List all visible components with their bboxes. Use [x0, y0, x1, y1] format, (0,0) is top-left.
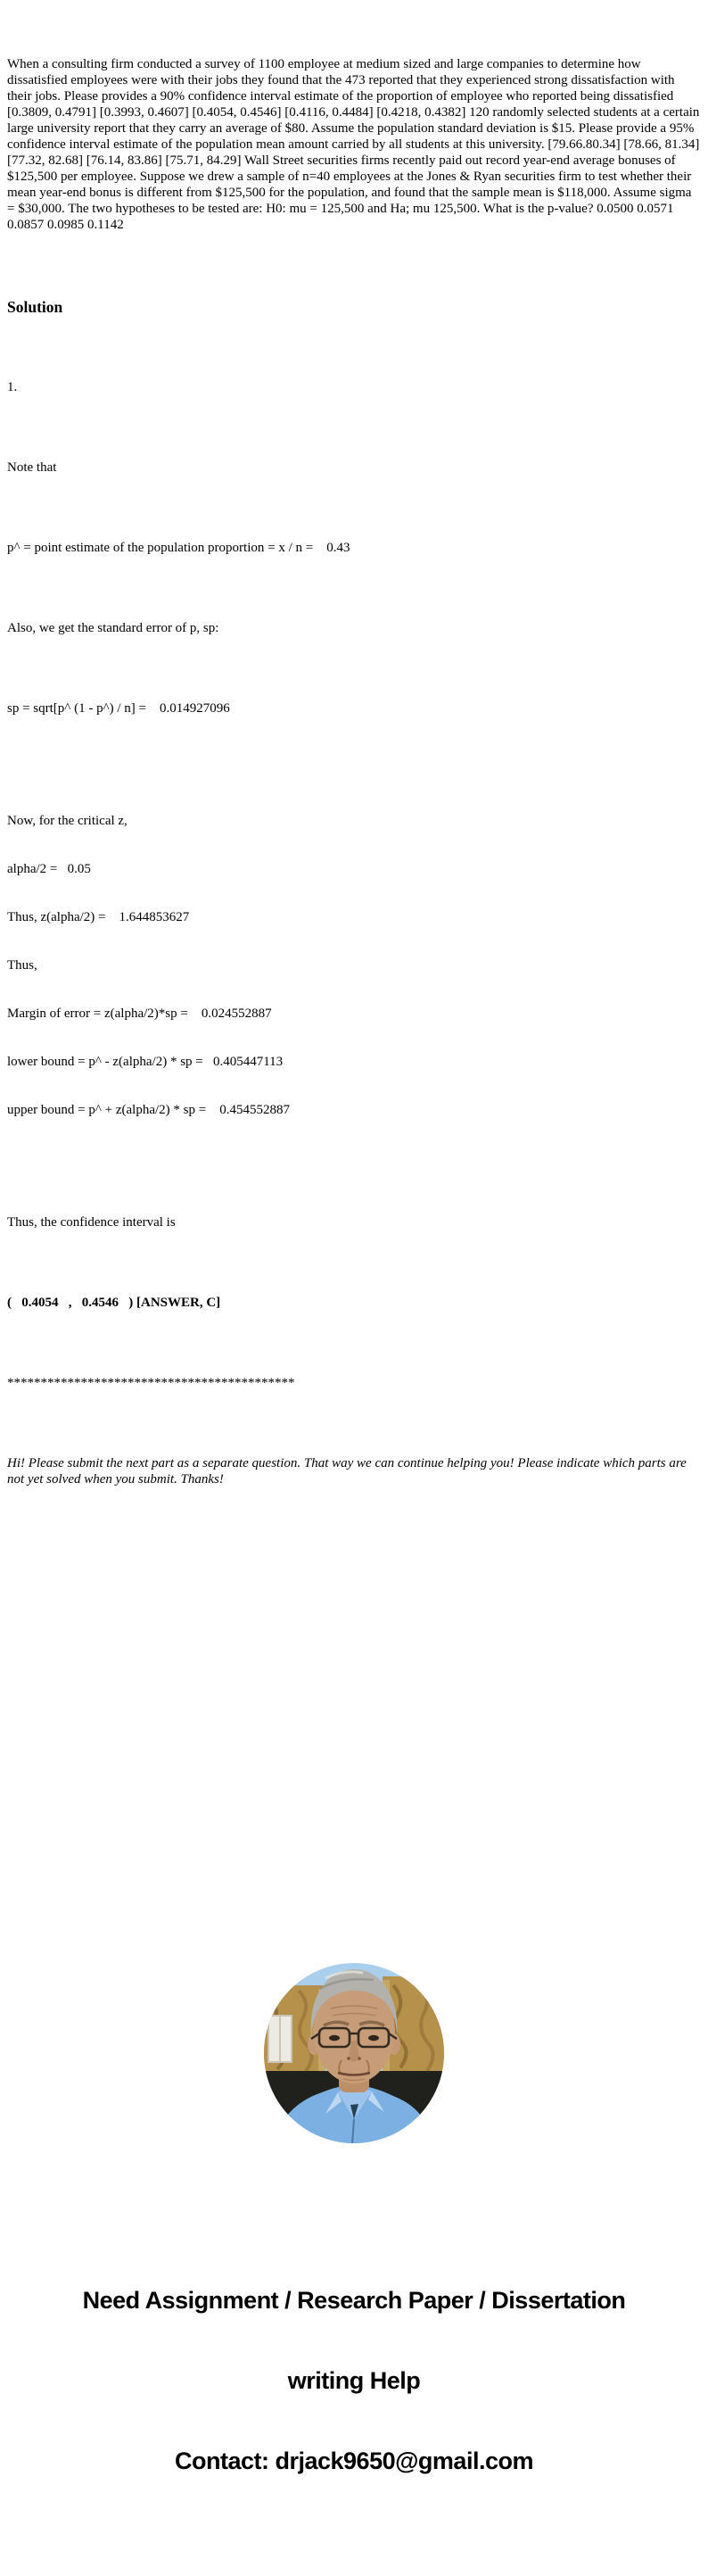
question-paragraph: When a consulting firm conducted a survey of 1100 employee at medium sized and large companies to determine how dissatisfied employees were with their jobs they found that the 473 reported that they experienced strong dissatisfaction with their jobs. Please provides a 90% confidence interval estimate of the proportion of employee who reported being dissatisfied [0.3809, 0.4791] [0.3993, 0.4607] [0.4054, 0.4546] [0.4116, 0.4484] [0.4218, 0.4382] 120 randomly selected students at a certain large university report that they carry an average of $80. Assume the population standard deviation is $15. Please provide a 95% confidence interval estimate of the population mean amount carried by all students at this university. [79.66.80.34] [78.66, 81.34] [77.32, 82.68] [76.14, 83.86] [75.71, 84.29] Wall Street securities firms recently paid out record year-end average bonuses of $125,500 per employee. Suppose we drew a sample of n=40 employees at the Jones & Ryan securities firm to test whether their mean year-end bonus is different from $125,500 for the population, and found that the sample mean is $118,000. Assume sigma = $30,000. The two hypotheses to be tested are: H0: mu = 125,500 and Ha; mu 125,500. What is the p-value? 0.0500 0.0571 0.0857 0.0985 0.1142	[7, 57, 704, 232]
solution-heading: Solution	[7, 298, 63, 316]
confidence-interval-intro: Thus, the confidence interval is	[7, 1215, 176, 1230]
calc-line: upper bound = p^ + z(alpha/2) * sp = 0.454552887	[7, 1103, 290, 1117]
calc-line: lower bound = p^ - z(alpha/2) * sp = 0.405447113	[7, 1055, 284, 1069]
tutor-avatar-photo	[263, 1962, 445, 2144]
note-intro: Note that	[7, 460, 57, 475]
footer-heading-line1: Need Assignment / Research Paper / Dissertation	[82, 2287, 626, 2314]
standard-error-line: sp = sqrt[p^ (1 - p^) / n] = 0.014927096	[7, 701, 230, 716]
standard-error-intro: Also, we get the standard error of p, sp:	[7, 621, 219, 635]
footer-contact-email: Contact: drjack9650@gmail.com	[175, 2448, 533, 2474]
calc-line: Now, for the critical z,	[7, 814, 128, 828]
avatar-container	[7, 1962, 701, 2144]
calc-line: Margin of error = z(alpha/2)*sp = 0.024552887	[7, 1006, 272, 1021]
item-number: 1.	[7, 380, 18, 394]
whitespace-spacer	[7, 1552, 701, 1914]
closing-note: Hi! Please submit the next part as a separate question. That way we can continue helping you! Please indicate which parts are not yet solved when you submit. Thanks!	[7, 1456, 690, 1487]
footer-banner	[7, 2233, 701, 2528]
footer-heading-line2: writing Help	[287, 2367, 421, 2394]
calc-line: alpha/2 = 0.05	[7, 862, 91, 876]
calc-line: Thus,	[7, 958, 37, 973]
point-estimate-line: p^ = point estimate of the population proportion = x / n = 0.43	[7, 541, 350, 555]
asterisk-separator: *******************************************	[7, 1376, 295, 1390]
calc-line: Thus, z(alpha/2) = 1.644853627	[7, 910, 190, 924]
answer-line: ( 0.4054 , 0.4546 ) [ANSWER, C]	[7, 1296, 221, 1310]
critical-z-block	[7, 781, 701, 1150]
